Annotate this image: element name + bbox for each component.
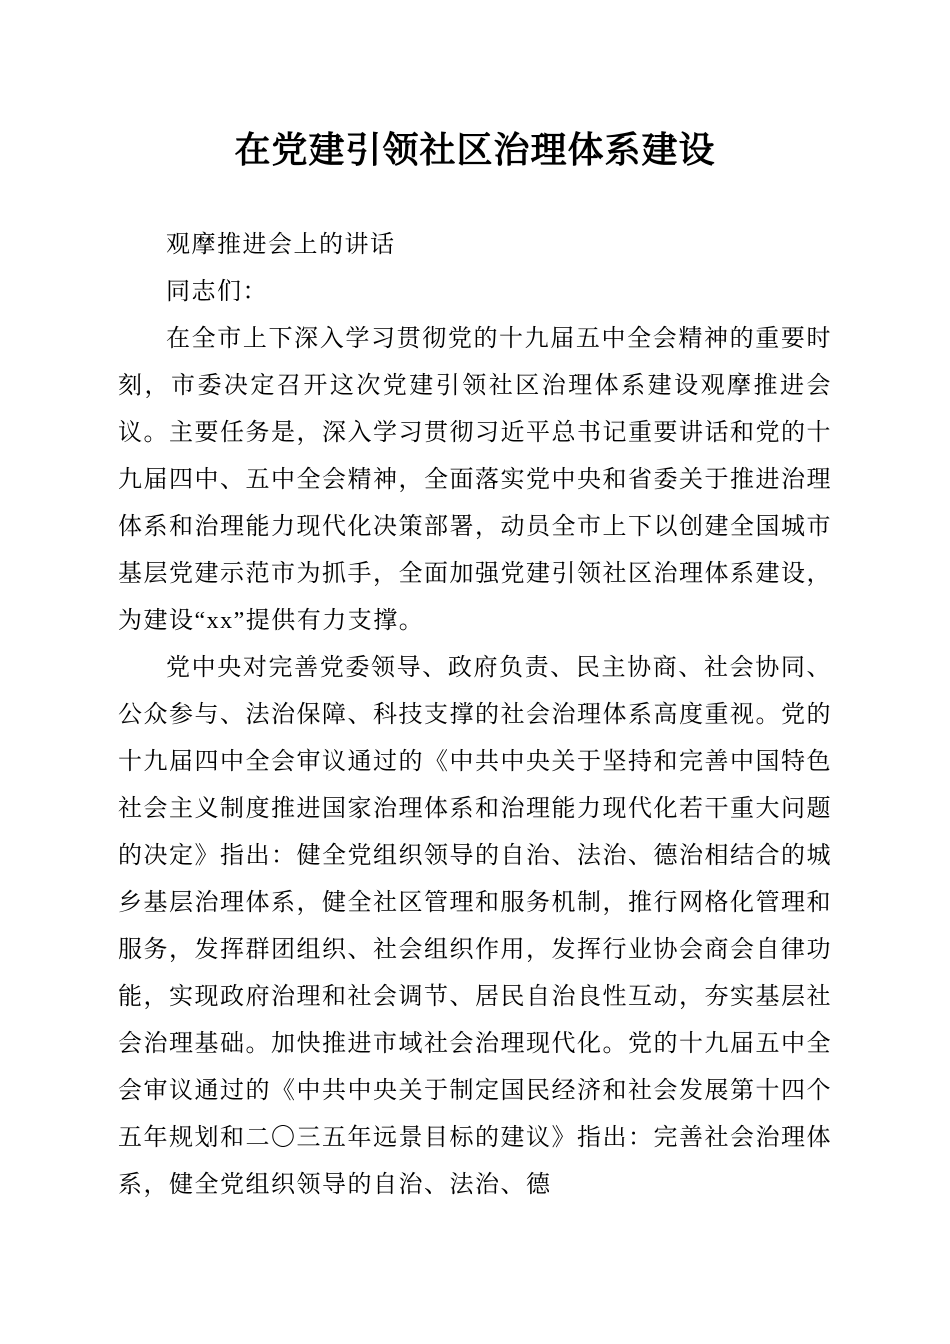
paragraph-subtitle: 观摩推进会上的讲话: [166, 232, 396, 258]
paragraph-body-1: 在全市上下深入学习贯彻党的十九届五中全会精神的重要时刻，市委决定召开这次党建引领社区治理体系建设观摩推进会议。主要任务是，深入学习贯彻习近平总书记重要讲话和党的十九届四中、五中全会精神，全面落实党中央和省委关于推进治理体系和治理能力现代化决策部署，动员全市上下以创建全国城市基层党建示范市为抓手，全面加强党建引领社区治理体系建设，为建设“xx”提供有力支撑。: [118, 326, 832, 634]
paragraph-salutation: 同志们：: [166, 279, 268, 305]
paragraph-body-2: 党中央对完善党委领导、政府负责、民主协商、社会协同、公众参与、法治保障、科技支撑的社会治理体系高度重视。党的十九届四中全会审议通过的《中共中央关于坚持和完善中国特色社会主义制度推进国家治理体系和治理能力现代化若干重大问题的决定》指出：健全党组织领导的自治、法治、德治相结合的城乡基层治理体系，健全社区管理和服务机制，推行网格化管理和服务，发挥群团组织、社会组织作用，发挥行业协会商会自律功能，实现政府治理和社会调节、居民自治良性互动，夯实基层社会治理基础。加快推进市域社会治理现代化。党的十九届五中全会审议通过的《中共中央关于制定国民经济和社会发展第十四个五年规划和二〇三五年远景目标的建议》指出：完善社会治理体系，健全党组织领导的自治、法治、德: [118, 655, 832, 1198]
document-title: 在党建引领社区治理体系建设: [234, 130, 716, 170]
